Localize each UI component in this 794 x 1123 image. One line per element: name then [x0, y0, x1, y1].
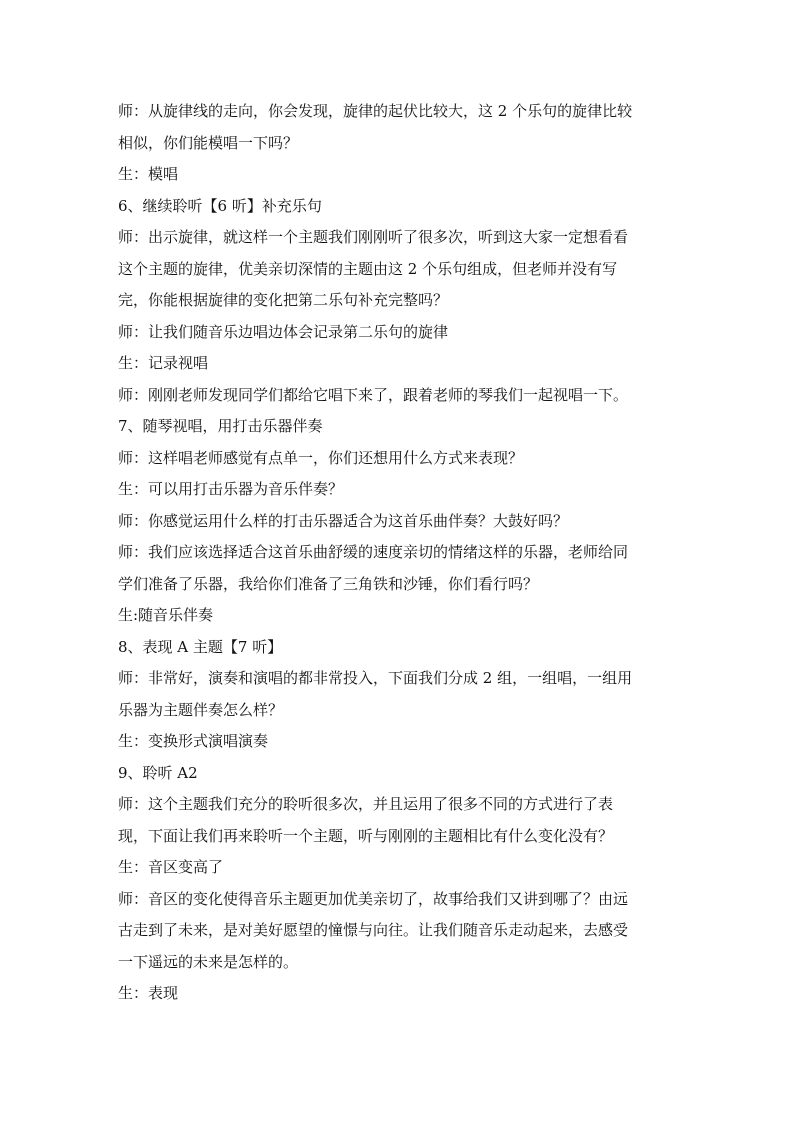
- text-line: 古走到了未来，是对美好愿望的憧憬与向往。让我们随音乐走动起来，去感受: [118, 921, 629, 939]
- text-line: 学们准备了乐器，我给你们准备了三角铁和沙锤，你们看行吗？: [118, 574, 539, 593]
- text-line: 师：从旋律线的走向，你会发现，旋律的起伏比较大，这 2 个乐句的旋律比较: [118, 102, 633, 120]
- text-line: 师：音区的变化使得音乐主题更加优美亲切了，故事给我们又讲到哪了？由远: [118, 889, 629, 908]
- text-line: 生：模唱: [118, 165, 179, 183]
- text-line: 生:随音乐伴奏: [118, 606, 214, 624]
- text-line: 生：音区变高了: [118, 858, 224, 876]
- text-line: 师：让我们随音乐边唱边体会记录第二乐句的旋律: [118, 322, 449, 341]
- text-line: 完，你能根据旋律的变化把第二乐句补充完整吗？: [118, 291, 449, 309]
- text-line: 师：你感觉运用什么样的打击乐器适合为这首乐曲伴奏？大鼓好吗？: [118, 511, 569, 530]
- text-line: 乐器为主题伴奏怎么样？: [118, 700, 284, 719]
- section-heading: 9、聆听 A2: [118, 763, 198, 782]
- section-heading: 6、继续聆听【6 听】补充乐句: [118, 196, 322, 215]
- text-line: 生：记录视唱: [118, 354, 209, 372]
- text-line: 师：这样唱老师感觉有点单一，你们还想用什么方式来表现？: [118, 448, 524, 467]
- section-heading: 7、随琴视唱，用打击乐器伴奏: [118, 417, 323, 435]
- text-line: 师：出示旋律，就这样一个主题我们刚刚听了很多次，听到这大家一定想看看: [118, 228, 629, 246]
- text-line: 师：刚刚老师发现同学们都给它唱下来了，跟着老师的琴我们一起视唱一下。: [118, 385, 629, 404]
- text-line: 这个主题的旋律，优美亲切深情的主题由这 2 个乐句组成，但老师并没有写: [118, 259, 618, 278]
- text-line: 生：表现: [118, 984, 179, 1002]
- section-heading: 8、表现 A 主题【7 听】: [118, 637, 283, 656]
- text-line: 师：非常好，演奏和演唱的都非常投入，下面我们分成 2 组，一组唱，一组用: [118, 669, 633, 687]
- text-line: 生：变换形式演唱演奏: [118, 732, 269, 750]
- text-line: 相似，你们能模唱一下吗？: [118, 133, 299, 152]
- text-line: 师：我们应该选择适合这首乐曲舒缓的速度亲切的情绪这样的乐器，老师给同: [118, 543, 629, 561]
- text-line: 现，下面让我们再来聆听一个主题，听与刚刚的主题相比有什么变化没有？: [118, 826, 614, 845]
- document-body: [118, 96, 670, 1010]
- text-line: 一下遥远的未来是怎样的。: [118, 952, 299, 971]
- text-line: 生：可以用打击乐器为音乐伴奏？: [118, 480, 344, 498]
- text-line: 师：这个主题我们充分的聆听很多次，并且运用了很多不同的方式进行了表: [118, 795, 614, 813]
